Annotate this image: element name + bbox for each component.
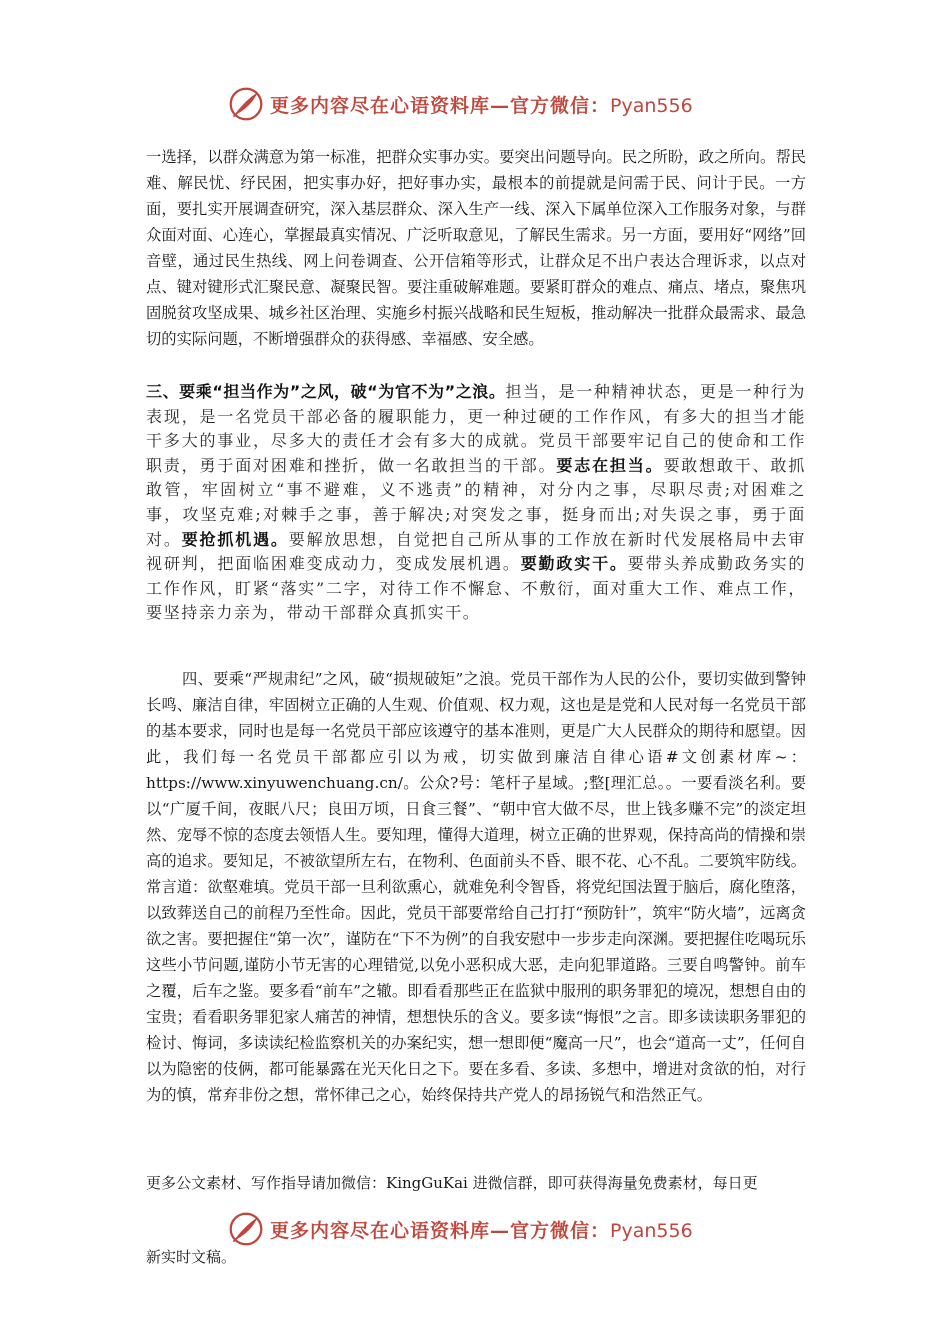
- quill-logo-icon: [228, 86, 264, 122]
- paragraph-continued: 一选择，以群众满意为第一标准，把群众实事办实。要突出问题导向。民之所盼，政之所向。帮民难、解民忧、纾民困，把实事办好，把好事办实，最根本的前提就是问需于民、问计于民。一方面，要扎实开展调查研究，深入基层群众、深入生产一线、深入下属单位深入工作服务对象，与群众面对面、心连心，掌握最真实情况、广泛听取意见，了解民生需求。另一方面，要用好“网络”回音壁，通过民生热线、网上问卷调查、公开信箱等形式，让群众足不出户表达合理诉求，以点对点、键对键形式汇聚民意、凝聚民智。要注重破解难题。要紧盯群众的难点、痛点、堵点，聚焦巩固脱贫攻坚成果、城乡社区治理、实施乡村振兴战略和民生短板，推动解决一批群众最需求、最急切的实际问题，不断增强群众的获得感、幸福感、安全感。: [146, 148, 806, 348]
- banner-text: 更多内容尽在心语资料库—官方微信：Pyan556: [270, 1219, 693, 1242]
- bold-point-3: 要勤政实干。: [520, 554, 628, 574]
- banner-text: 更多内容尽在心语资料库—官方微信：Pyan556: [270, 94, 693, 117]
- section-four: 四、要乘“严规肃纪”之风，破“损规破矩”之浪。党员干部作为人民的公仆，要切实做到警钟长鸣、廉洁自律，牢固树立正确的人生观、价值观、权力观，这也是是党和人民对每一名党员干部的基本要求，同时也是每一名党员干部应该遵守的基本准则，更是广大人民群众的期待和愿望。因此，我们每一名党员干部都应引以为戒，切实做到廉洁自律心语#文创素材库~：https://www.xinyuwenchuang.cn/。公众?号：笔杆子星域。;整[理汇总。。一要看淡名利。要以“广厦千间，夜眠八尺；良田万顷，日食三餐”、“朝中官大做不尽，世上钱多赚不完”的淡定坦然、宠辱不惊的态度去领悟人生。要知理，懂得大道理，树立正确的世界观，保持高尚的情操和崇高的追求。要知足，不被欲望所左右，在物利、色面前头不昏、眼不花、心不乱。二要筑牢防线。常言道：欲壑难填。党员干部一旦利欲熏心，就难免利令智昏，将党纪国法置于脑后，腐化堕落，以致葬送自己的前程乃至性命。因此，党员干部要常给自己打打“预防针”，筑牢“防火墙”，远离贪欲之害。要把握住“第一次”，谨防在“下不为例”的自我安慰中一步步走向深渊。要把握住吃喝玩乐这些小节问题,谨防小节无害的心理错觉,以免小恶积成大恶，走向犯罪道路。三要自鸣警钟。前车之覆，后车之鉴。要多看“前车”之辙。即看看那些正在监狱中服刑的职务罪犯的境况，想想自由的宝贵；看看职务罪犯家人痛苦的神情，想想快乐的含义。要多读“悔恨”之言。即多读读职务罪犯的检讨、悔词，多读读纪检监察机关的办案纪实，想一想即便“魔高一尺”，也会“道高一丈”，任何自以为隐密的伎俩，都可能暴露在光天化日之下。要在多看、多读、多想中，增进对贪欲的怕，对行为的慎，常弃非份之想，常怀律己之心，始终保持共产党人的昂扬锐气和浩然正气。: [146, 670, 806, 1104]
- banner-wechat-id: Pyan556: [610, 1219, 693, 1242]
- footer-banner: [228, 1209, 748, 1249]
- banner-wechat-id: Pyan556: [610, 94, 693, 117]
- footer-note: 更多公文素材、写作指导请加微信：KingGuKai 进微信群，即可获得海量免费素材，每日更: [146, 1174, 758, 1192]
- section-three-heading: 三、要乘“担当作为”之风，破“为官不为”之浪。: [146, 382, 506, 401]
- header-banner: [228, 84, 748, 124]
- section-three: 三、要乘“担当作为”之风，破“为官不为”之浪。担当，是一种精神状态，更是一种行为表现，是一名党员干部必备的履职能力，更一种过硬的工作作风，有多大的担当才能干多大的事业，尽多大的责任才会有多大的成就。党员干部要牢记自己的使命和工作职责，勇于面对困难和挫折，做一名敢担当的干部。要志在担当。要敢想敢干、敢抓敢管，牢固树立“事不避难，义不逃责”的精神，对分内之事，尽职尽责;对困难之事，攻坚克难;对棘手之事，善于解决;对突发之事，挺身而出;对失误之事，勇于面对。要抢抓机遇。要解放思想，自觉把自己所从事的工作放在新时代发展格局中去审视研判，把面临困难变成动力，变成发展机遇。要勤政实干。要带头养成勤政务实的工作作风，盯紧“落实”二字，对待工作不懈怠、不敷衍，面对重大工作、难点工作，要坚持亲力亲为，带动干部群众真抓实干。: [146, 382, 807, 623]
- quill-logo-icon: [228, 1211, 264, 1247]
- footer-note-tail: 新实时文稿。: [146, 1248, 237, 1266]
- bold-point-1: 要志在担当。: [556, 455, 664, 475]
- bold-point-2: 要抢抓机遇。: [181, 529, 289, 549]
